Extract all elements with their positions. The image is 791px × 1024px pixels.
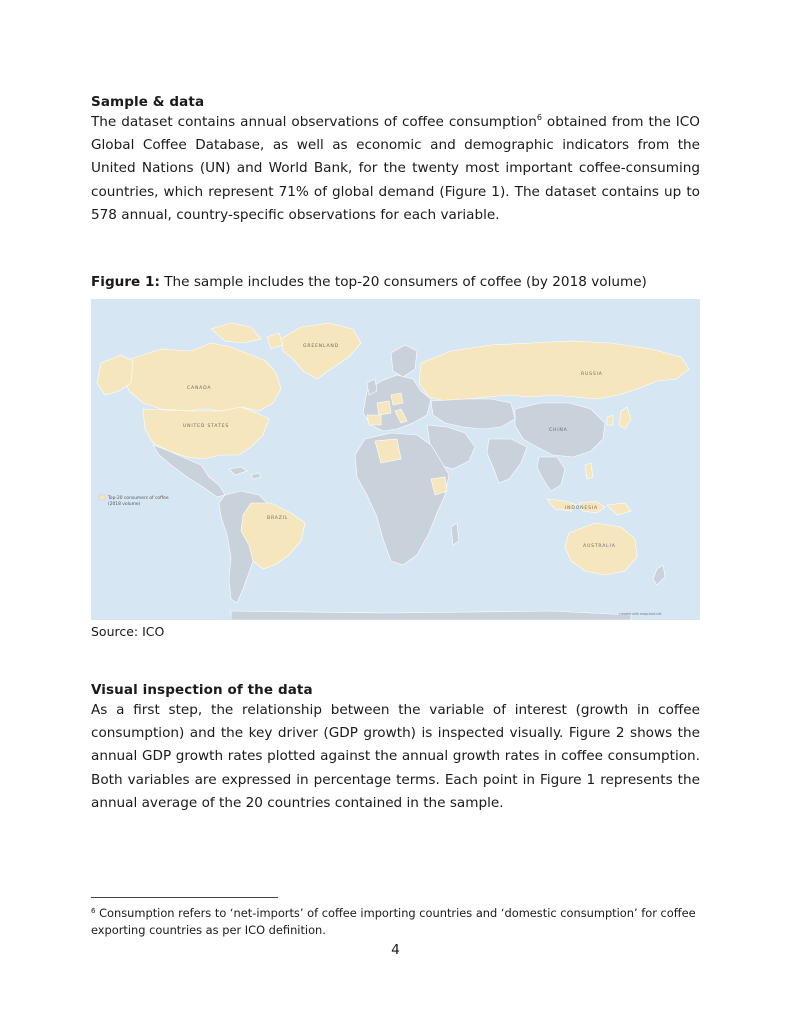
figure-caption-text: The sample includes the top-20 consumers of coffee (by 2018 volume) [159, 274, 647, 290]
section-heading-visual-inspection: Visual inspection of the data [91, 682, 313, 698]
map-label-brazil: BRAZIL [267, 516, 289, 521]
world-map [91, 299, 700, 620]
map-label-united-states: UNITED STATES [183, 424, 230, 429]
map-credit: created with mapchart.net [619, 612, 662, 616]
map-label-canada: CANADA [187, 386, 212, 391]
country-france [377, 401, 391, 415]
sample-data-text-end: obtained from the ICO Global Coffee Database, as well as economic and demographic indicators from the United Nations (UN) and World Bank, for the twenty most important coffee-consuming countries, which represent 71% of global demand (Figure 1). The dataset contains up to 578 annual, country-specific observations for each variable. [91, 114, 700, 223]
footnote-divider [91, 897, 278, 898]
map-label-china: CHINA [549, 428, 568, 433]
country-spain [367, 415, 381, 425]
sample-data-paragraph [91, 111, 700, 227]
map-label-greenland: GREENLAND [303, 344, 339, 349]
footnote-marker: 6 [91, 907, 96, 915]
map-label-russia: RUSSIA [581, 372, 603, 377]
figure-caption [91, 274, 711, 290]
figure-source: Source: ICO [91, 624, 165, 639]
world-map-svg [91, 299, 700, 620]
region-antarctica [231, 611, 631, 620]
legend-label-line2: (2018 volume) [108, 502, 141, 507]
visual-inspection-paragraph: As a first step, the relationship between the variable of interest (growth in coffee consumption) and the key driver (GDP growth) is inspected visually. Figure 2 shows the annual GDP growth rates plotted against the annual growth rates in coffee consumption. Both variables are expressed in percentage terms. Each point in Figure 1 represents the annual average of the 20 countries contained in the sample. [91, 702, 700, 811]
footnote [91, 905, 703, 939]
page-number: 4 [391, 942, 400, 958]
country-germany [391, 393, 403, 405]
country-korea [607, 415, 613, 425]
footnote-reference[interactable]: 6 [536, 113, 542, 122]
legend-label-line1: Top-20 consumers of coffee [108, 496, 169, 501]
footnote-text: Consumption refers to ‘net-imports’ of coffee importing countries and ‘domestic consumption’ for coffee exporting countries as per ICO definition. [91, 906, 696, 937]
map-label-indonesia: INDONESIA [565, 506, 598, 511]
figure-label: Figure 1: [91, 274, 160, 290]
section-heading-sample-data: Sample & data [91, 94, 205, 110]
map-label-australia: AUSTRALIA [583, 544, 616, 549]
sample-data-text-start: The dataset contains annual observations of coffee consumption [91, 114, 537, 130]
legend-swatch [99, 495, 105, 500]
